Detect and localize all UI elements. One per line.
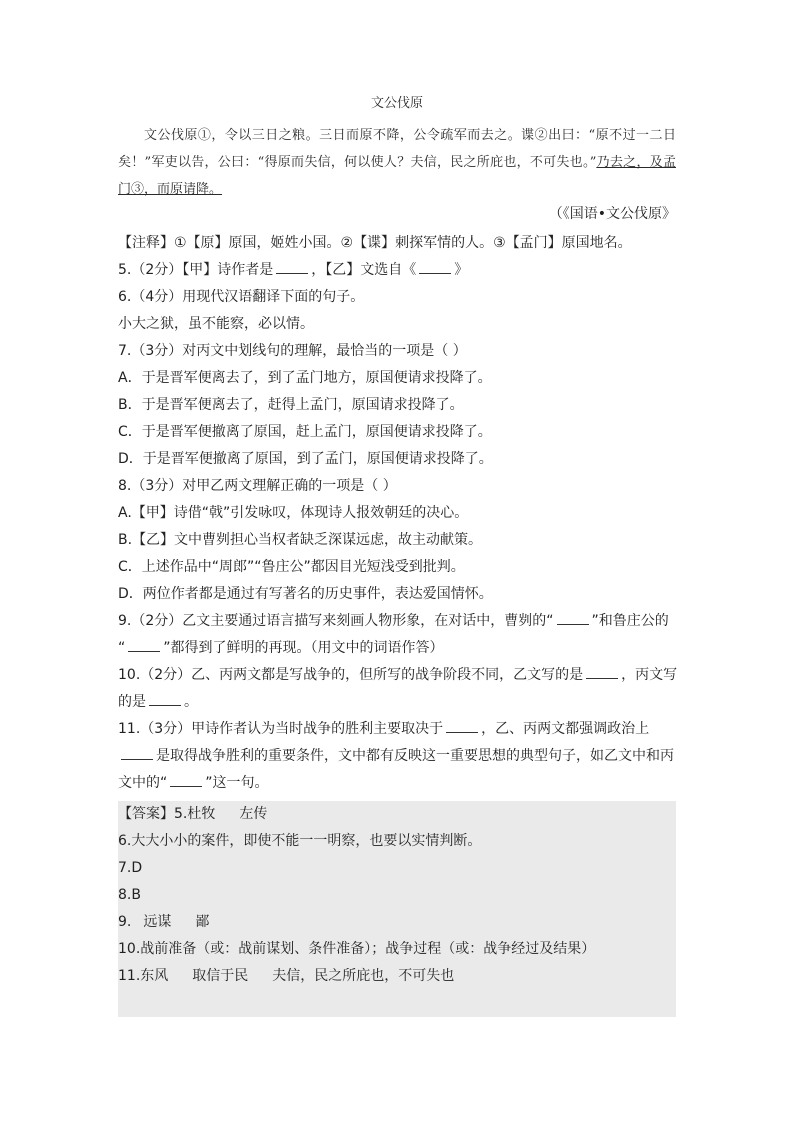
answer-6: 6.大大小小的案件，即使不能一一明察，也要以实情判断。 — [118, 833, 482, 849]
question-10-line-1: 10.（2分）乙、丙两文都是写战争的，但所写的战争阶段不同，乙文写的是 ，丙文写 — [118, 662, 676, 689]
question-7-option-b: B．于是晋军便离去了，赶得上孟门，原国请求投降了。 — [118, 397, 464, 413]
question-9-line-2: “ ”都得到了鲜明的再现。（用文中的词语作答） — [118, 635, 676, 662]
answer-blank — [557, 610, 589, 625]
question-9-line-1: 9.（2分）乙文主要通过语言描写来刻画人物形象，在对话中，曹刿的“ ”和鲁庄公的 — [118, 608, 676, 635]
question-7-option-a: A．于是晋军便离去了，到了孟门地方，原国便请求投降了。 — [118, 370, 492, 386]
answer-blank — [276, 259, 308, 274]
question-11-line-1: 11.（3分）甲诗作者认为当时战争的胜利主要取决于 ，乙、丙两文都强调政治上 — [118, 716, 676, 743]
answer-8: 8.B — [118, 887, 141, 903]
answer-blank — [121, 745, 153, 760]
question-7-stem: 7.（3分）对丙文中划线句的理解，最恰当的一项是（ ） — [118, 343, 467, 359]
question-8-option-b: B.【乙】文中曹刿担心当权者缺乏深谋远虑，故主动献策。 — [118, 532, 483, 548]
question-6-stem: 6.（4分）用现代汉语翻译下面的句子。 — [118, 289, 365, 305]
answer-blank — [446, 718, 478, 733]
passage-title: 文公伐原 — [370, 96, 423, 111]
question-7-option-d: D．于是晋军便撤离了原国，到了孟门，原国便请求投降了。 — [118, 451, 493, 467]
answer-7: 7.D — [118, 860, 143, 876]
answer-5: 【答案】5.杜牧 左传 — [118, 806, 268, 822]
answer-blank — [128, 637, 160, 652]
question-8-option-d: D．两位作者都是通过有写著名的历史事件，表达爱国情怀。 — [118, 586, 493, 602]
answer-blank — [419, 259, 451, 274]
question-10-line-2: 的是 。 — [118, 689, 676, 716]
question-11-line-3: 文中的“ ”这一句。 — [118, 770, 676, 797]
passage-text — [118, 122, 676, 203]
answer-9: 9. 远谋 鄙 — [118, 914, 210, 930]
answer-section — [118, 801, 676, 990]
question-list — [118, 230, 676, 797]
question-8-option-c: C．上述作品中“周郎”“鲁庄公”都因目光短浅受到批判。 — [118, 559, 465, 575]
answer-10: 10.战前准备（或：战前谋划、条件准备）；战争过程（或：战争经过及结果） — [118, 941, 596, 957]
passage-body: 文公伐原①，令以三日之粮。三日而原不降，公令疏军而去之。谍②出曰：“原不过一二日矣！”军吏以告，公曰：“得原而失信，何以使人？夫信，民之所庇也，不可失也。” — [118, 128, 676, 170]
answer-blank — [170, 772, 202, 787]
answer-blank — [149, 691, 181, 706]
question-5: 5.（2分）【甲】诗作者是 ，【乙】文选自《 》 — [118, 257, 676, 284]
notes: 【注释】①【原】原国，姬姓小国。②【谍】刺探军情的人。③【孟门】原国地名。 — [118, 235, 632, 251]
question-11-line-2: 是取得战争胜利的重要条件，文中都有反映这一重要思想的典型句子，如乙文中和丙 — [118, 743, 676, 770]
question-7-option-c: C．于是晋军便撤离了原国，赶上孟门，原国便请求投降了。 — [118, 424, 492, 440]
question-8-stem: 8.（3分）对甲乙两文理解正确的一项是（ ） — [118, 478, 397, 494]
question-6-sentence: 小大之狱，虽不能察，必以情。 — [118, 316, 314, 332]
passage-source: （《国语•文公伐原》 — [548, 206, 676, 222]
answer-11: 11.东风 取信于民 夫信，民之所庇也，不可失也 — [118, 968, 455, 984]
passage-underlined-sentence: 乃去之，及孟门③，而原请降。 — [118, 155, 676, 197]
question-8-option-a: A.【甲】诗借“戟”引发咏叹，体现诗人报效朝廷的决心。 — [118, 505, 469, 521]
answer-blank — [586, 664, 618, 679]
